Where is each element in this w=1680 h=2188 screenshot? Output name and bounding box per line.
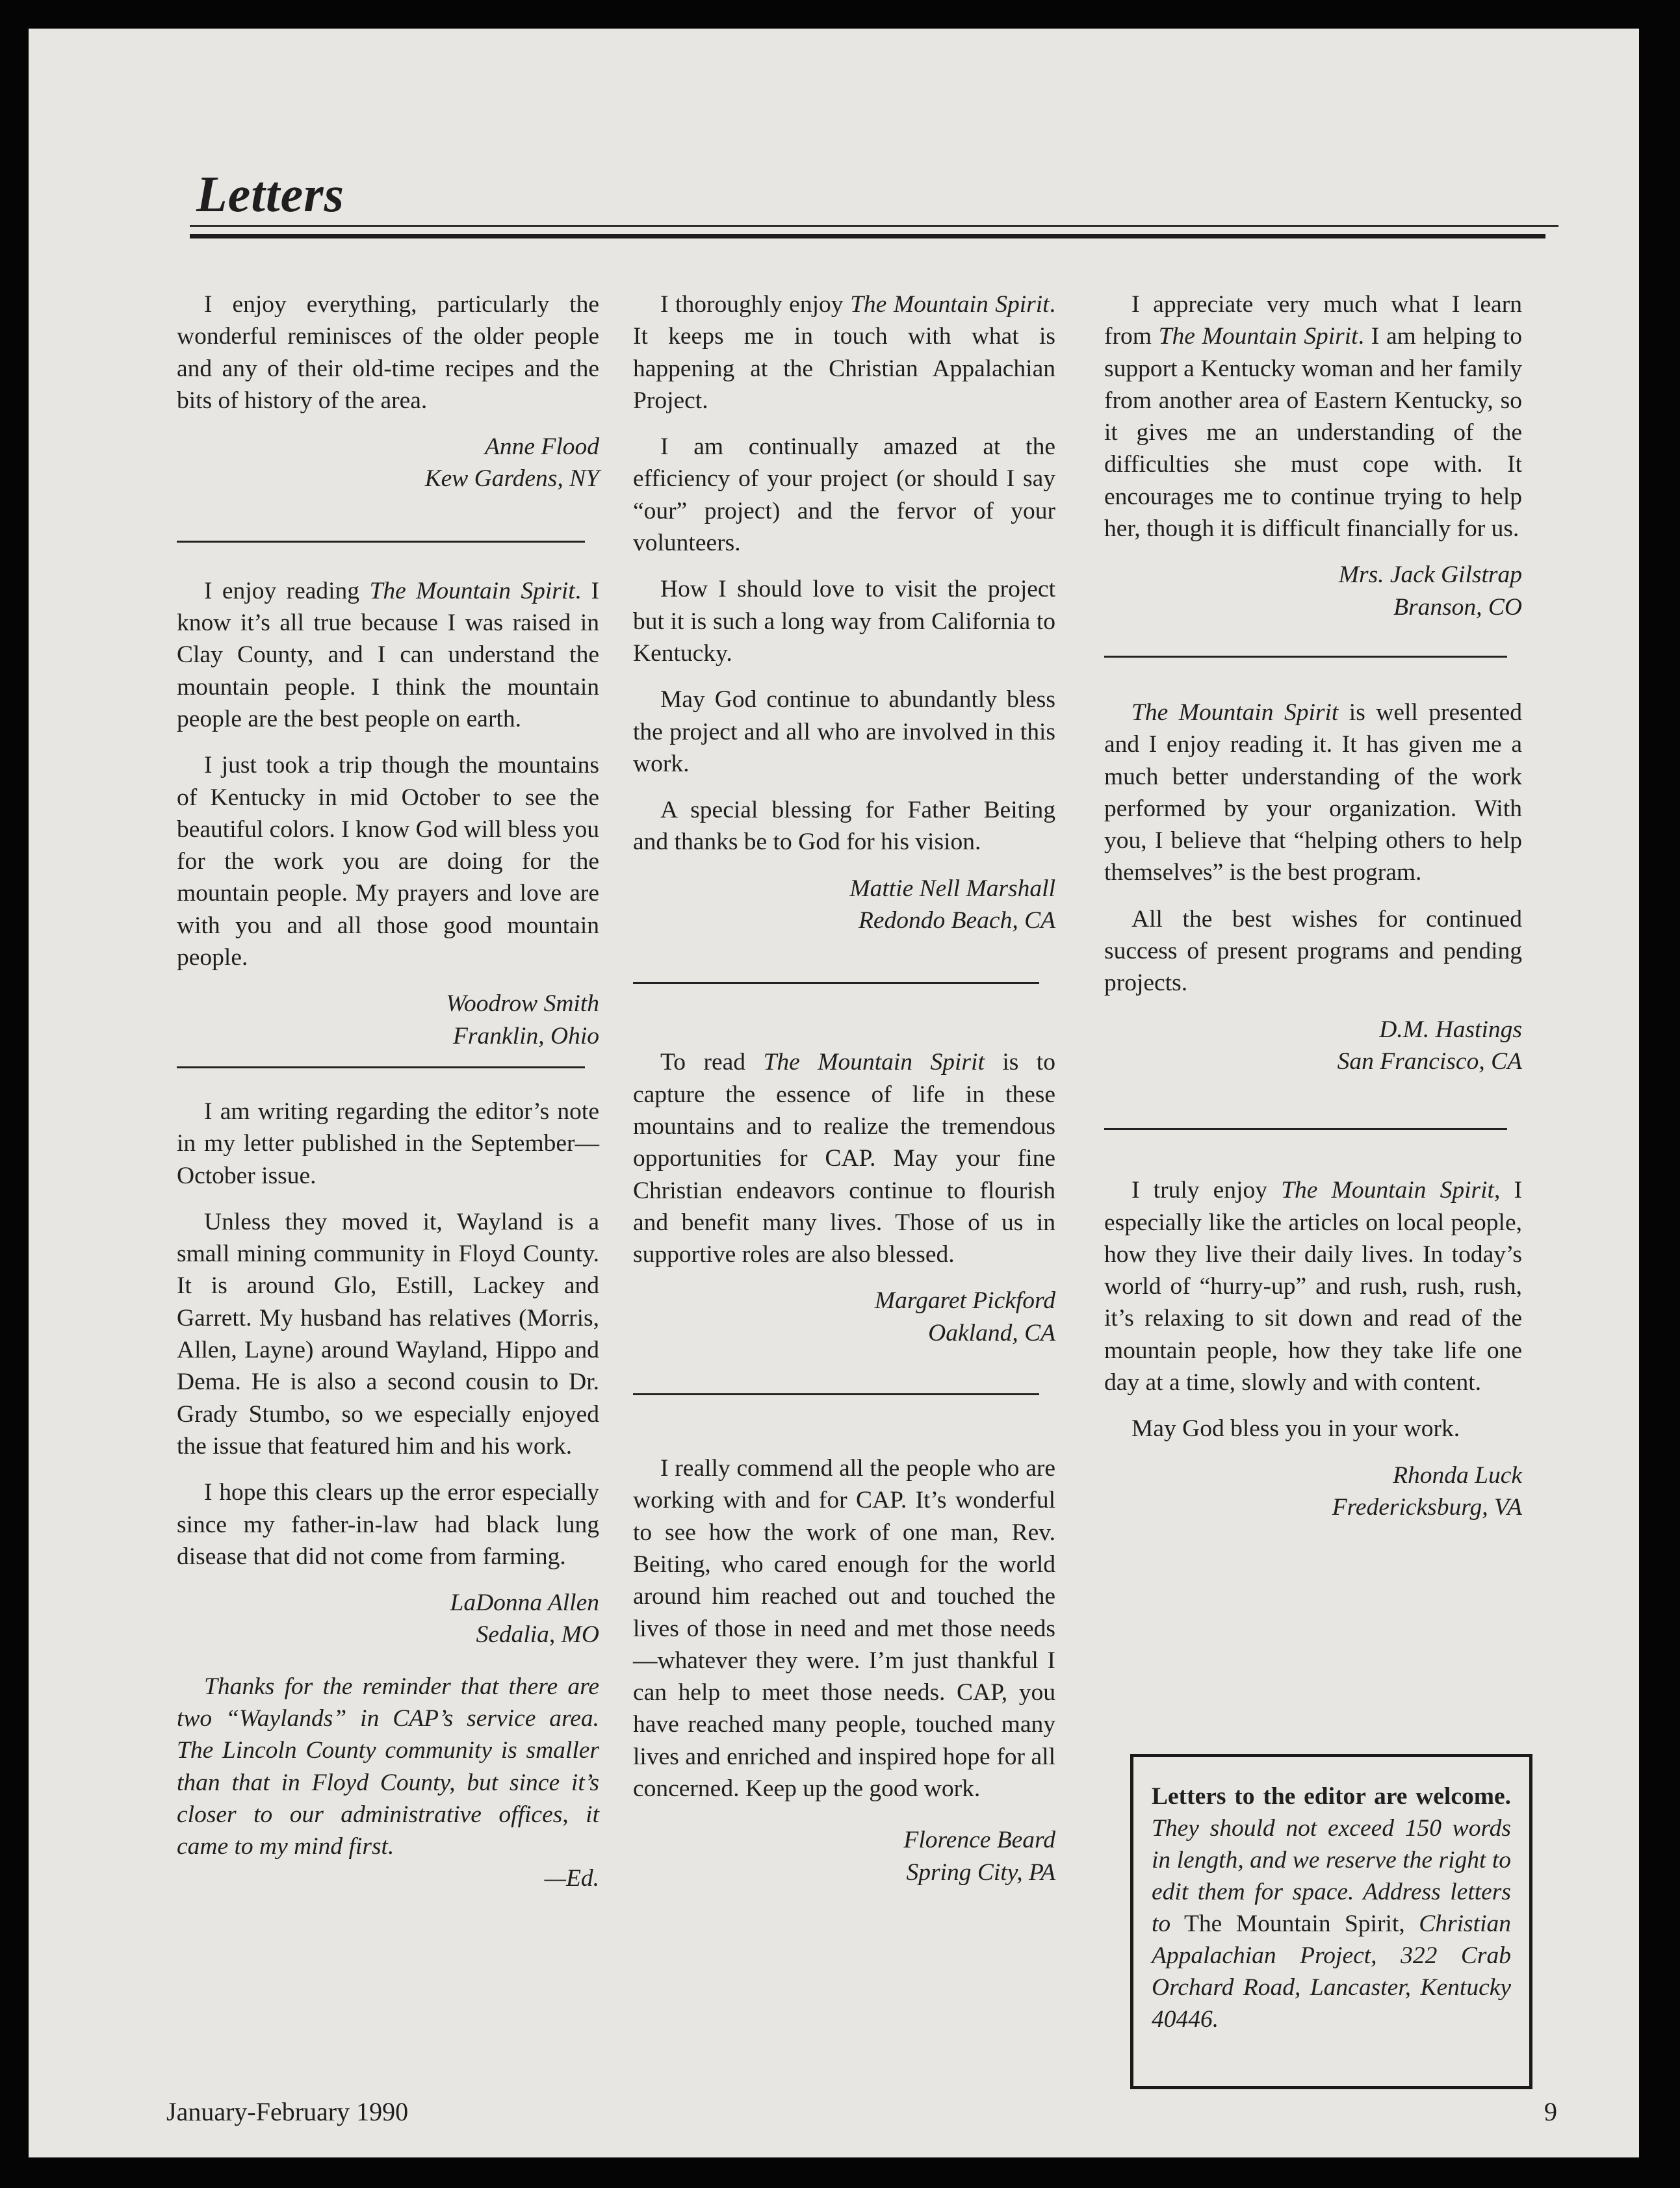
letter-separator: [1104, 656, 1507, 658]
letter-location: Franklin, Ohio: [453, 1022, 599, 1049]
letter-paragraph: I am continually amazed at the efficiency of your project (or should I say “our” project) and the fervor of your volunteers.: [633, 433, 1055, 557]
page-number: 9: [1544, 2097, 1557, 2126]
letter-paragraph: How I should love to visit the project but it is such a long way from California to Kentucky.: [633, 576, 1055, 667]
column-3: [1104, 289, 1522, 1523]
issue-date: January-February 1990: [166, 2097, 409, 2126]
letter-signature: [1104, 559, 1522, 623]
letter-author: Anne Flood: [484, 433, 599, 461]
editor-note-sign: [177, 1862, 599, 1894]
letter-paragraph: I am writing regarding the editor’s note in my letter published in the September—October issue.: [177, 1098, 599, 1189]
editor-box-publication: The Mountain Spirit,: [1170, 1911, 1419, 1937]
publication-title: The Mountain Spirit: [763, 1049, 985, 1076]
letter-paragraph: I enjoy reading The Mountain Spirit. I know it’s all true because I was raised in Clay County, and I can understand the mountain people. I think the mountain people are the best people on earth.: [177, 577, 599, 732]
letter: [177, 289, 599, 495]
letter: [177, 575, 599, 1052]
letter-separator: [177, 1066, 585, 1068]
section-title: Letters: [196, 166, 344, 222]
letter-signature: [1104, 1460, 1522, 1524]
letter-location: Oakland, CA: [928, 1319, 1055, 1346]
letter-paragraph: I enjoy everything, particularly the wonderful reminisces of the older people and any of their old-time recipes and the bits of history of the area.: [177, 291, 599, 414]
letter-author: Florence Beard: [903, 1827, 1055, 1854]
letter-separator: [633, 982, 1039, 984]
header-rule: [190, 225, 1558, 227]
letter-paragraph: I just took a trip though the mountains of Kentucky in mid October to see the beautiful colors. I know God will bless you for the work you are doing for the mountain people. My prayers and love are with you and all those good mountain people.: [177, 752, 599, 972]
letter-location: Sedalia, MO: [476, 1621, 599, 1649]
letter-author: Rhonda Luck: [1393, 1461, 1522, 1489]
editor-box-text: They should not exceed 150 words in length, and we reserve the right to edit them for space. Address letters to: [1152, 1815, 1511, 1937]
letter-signature: [177, 431, 599, 495]
letter-paragraph: To read The Mountain Spirit is to capture the essence of life in these mountains and to realize the tremendous opportunities for CAP. May your fine Christian endeavors continue to flourish and benefit many lives. Those of us in supportive roles are also blessed.: [633, 1049, 1055, 1268]
letter-author: Margaret Pickford: [874, 1287, 1055, 1315]
letter-paragraph: I really commend all the people who are working with and for CAP. It’s wonderful to see how the work of one man, Rev. Beiting, who cared enough for the world around him reached out and touched the lives of those in need and met those needs—whatever they were. I’m just thankful I can help to meet those needs. CAP, you have reached many people, touched many lives and enriched and inspired hope for all concerned. Keep up the good work.: [633, 1455, 1055, 1802]
letter-separator: [1104, 1128, 1507, 1130]
publication-title: The Mountain Spirit: [850, 291, 1050, 318]
letter-paragraph: May God bless you in your work.: [1131, 1415, 1460, 1443]
editor-note: Thanks for the reminder that there are two “Waylands” in CAP’s service area. The Lincoln County community is smaller than that in Floyd County, but since it’s closer to our administrative offices, it came to my mind first.: [177, 1673, 599, 1860]
letter-author: Mrs. Jack Gilstrap: [1338, 561, 1522, 589]
letter: [633, 1046, 1055, 1349]
letter: [1104, 697, 1522, 1077]
letter-signature: [177, 1587, 599, 1651]
letter-author: Woodrow Smith: [446, 990, 599, 1018]
editor-box-heading: Letters to the editor are welcome.: [1152, 1783, 1511, 1810]
letter-location: Spring City, PA: [906, 1859, 1055, 1886]
letter-separator: [177, 541, 585, 543]
letter-paragraph: All the best wishes for continued success of present programs and pending projects.: [1104, 905, 1522, 997]
letter: [633, 289, 1055, 936]
letter-location: Fredericksburg, VA: [1332, 1493, 1522, 1521]
publication-title: The Mountain Spirit: [1158, 323, 1358, 350]
letter-location: Kew Gardens, NY: [424, 465, 599, 493]
letter-paragraph: Unless they moved it, Wayland is a small mining community in Floyd County. It is around Glo, Estill, Lackey and Garrett. My husband has relatives (Morris, Allen, Layne) around Wayland, Hippo and Dema. He is also a second cousin to Dr. Grady Stumbo, so we especially enjoyed the issue that featured him and his work.: [177, 1208, 599, 1460]
letter-signature: [177, 988, 599, 1052]
letter-signature: [1104, 1014, 1522, 1078]
letter-location: Redondo Beach, CA: [858, 907, 1055, 934]
editor-sign: —Ed.: [544, 1865, 599, 1892]
editor-box-address: Christian Appalachian Project, 322 Crab Orchard Road, Lancaster, Kentucky 40446.: [1152, 1911, 1511, 2033]
letter-location: Branson, CO: [1393, 593, 1522, 621]
letter-paragraph: I appreciate very much what I learn from The Mountain Spirit. I am helping to support a Kentucky woman and her family from another area of Eastern Kentucky, so it gives me an understanding of the difficulties she must cope with. It encourages me to continue trying to help her, though it is difficult financially for us.: [1104, 291, 1522, 543]
letter-paragraph: A special blessing for Father Beiting and thanks be to God for his vision.: [633, 797, 1055, 856]
letter-author: Mattie Nell Marshall: [849, 875, 1055, 902]
letter-signature: [633, 873, 1055, 937]
letter-author: LaDonna Allen: [450, 1590, 599, 1617]
letter-paragraph: I truly enjoy The Mountain Spirit, I especially like the articles on local people, how they live their daily lives. In today’s world of “hurry-up” and rush, rush, rush, it’s relaxing to sit down and read of the mountain people, how they take life one day at a time, slowly and with content.: [1104, 1177, 1522, 1396]
letter-paragraph: The Mountain Spirit is well presented and I enjoy reading it. It has given me a much better understanding of the work performed by your organization. With you, I believe that “helping others to help themselves” is the best program.: [1104, 699, 1522, 886]
column-1: [177, 289, 599, 1895]
letter: [633, 1452, 1055, 1888]
publication-title: The Mountain Spirit: [369, 577, 575, 604]
letter: [1104, 1174, 1522, 1523]
editor-info-box: [1130, 1754, 1532, 2089]
letter-separator: [633, 1393, 1039, 1395]
publication-title: The Mountain Spirit: [1281, 1177, 1494, 1204]
letter-signature: [633, 1285, 1055, 1349]
magazine-page: [29, 29, 1639, 2157]
letter-author: D.M. Hastings: [1379, 1016, 1522, 1043]
letter-location: San Francisco, CA: [1337, 1048, 1522, 1075]
letter: [1104, 289, 1522, 623]
column-2: [633, 289, 1055, 1888]
letter-paragraph: I hope this clears up the error especially since my father-in-law had black lung disease that did not come from farming.: [177, 1479, 599, 1570]
letter-paragraph: May God continue to abundantly bless the project and all who are involved in this work.: [633, 686, 1055, 777]
letter-signature: [633, 1824, 1055, 1888]
letter: [177, 1096, 599, 1895]
header-rule-thick: [190, 234, 1545, 238]
letter-paragraph: I thoroughly enjoy The Mountain Spirit. It keeps me in touch with what is happening at the Christian Appalachian Project.: [633, 291, 1055, 414]
publication-title: The Mountain Spirit: [1131, 699, 1339, 726]
